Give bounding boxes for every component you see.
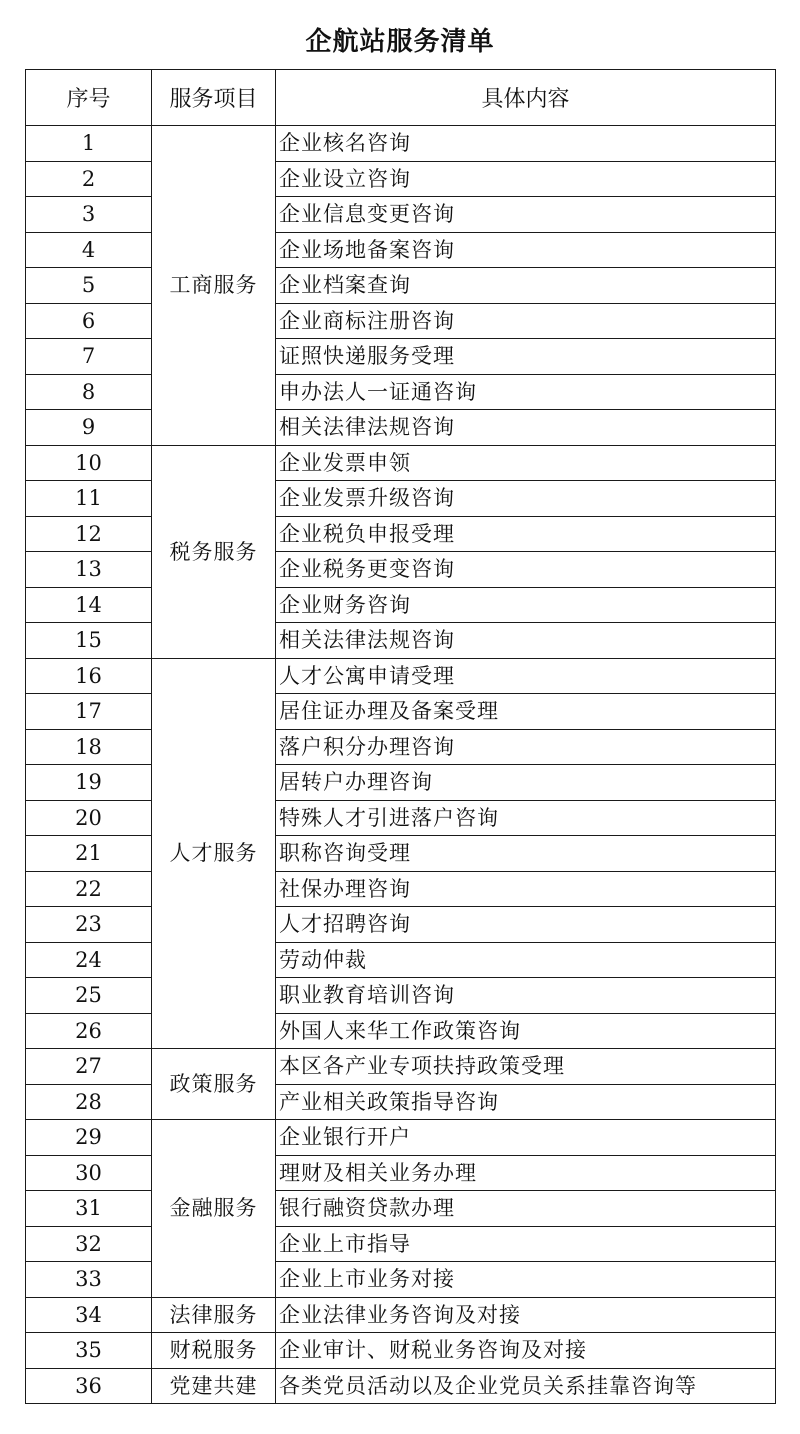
service-content: 人才公寓申请受理 <box>276 658 776 694</box>
table-row <box>26 694 776 730</box>
row-number: 20 <box>26 800 152 836</box>
row-number: 2 <box>26 161 152 197</box>
row-number: 5 <box>26 268 152 304</box>
row-number: 33 <box>26 1262 152 1298</box>
service-content: 相关法律法规咨询 <box>276 410 776 446</box>
table-row <box>26 1368 776 1404</box>
row-number: 26 <box>26 1013 152 1049</box>
service-content: 银行融资贷款办理 <box>276 1191 776 1227</box>
service-category: 法律服务 <box>152 1297 276 1333</box>
table-row <box>26 1262 776 1298</box>
row-number: 1 <box>26 126 152 162</box>
service-content: 居转户办理咨询 <box>276 765 776 801</box>
row-number: 17 <box>26 694 152 730</box>
service-category: 金融服务 <box>152 1120 276 1298</box>
table-row <box>26 481 776 517</box>
table-row <box>26 1084 776 1120</box>
table-row <box>26 623 776 659</box>
service-content: 企业银行开户 <box>276 1120 776 1156</box>
service-content: 企业税负申报受理 <box>276 516 776 552</box>
row-number: 22 <box>26 871 152 907</box>
table-row <box>26 1333 776 1369</box>
service-category: 财税服务 <box>152 1333 276 1369</box>
table-row <box>26 729 776 765</box>
row-number: 29 <box>26 1120 152 1156</box>
service-content: 职称咨询受理 <box>276 836 776 872</box>
table-row <box>26 445 776 481</box>
row-number: 34 <box>26 1297 152 1333</box>
table-row <box>26 410 776 446</box>
table-row <box>26 268 776 304</box>
table-row <box>26 126 776 162</box>
table-row <box>26 552 776 588</box>
row-number: 18 <box>26 729 152 765</box>
service-content: 证照快递服务受理 <box>276 339 776 375</box>
row-number: 7 <box>26 339 152 375</box>
table-header-row <box>26 70 776 126</box>
row-number: 10 <box>26 445 152 481</box>
table-row <box>26 1120 776 1156</box>
row-number: 15 <box>26 623 152 659</box>
row-number: 21 <box>26 836 152 872</box>
header-content: 具体内容 <box>276 70 776 126</box>
service-content: 外国人来华工作政策咨询 <box>276 1013 776 1049</box>
row-number: 27 <box>26 1049 152 1085</box>
service-category: 工商服务 <box>152 126 276 446</box>
row-number: 25 <box>26 978 152 1014</box>
row-number: 12 <box>26 516 152 552</box>
service-content: 企业档案查询 <box>276 268 776 304</box>
row-number: 28 <box>26 1084 152 1120</box>
page-title: 企航站服务清单 <box>305 27 495 57</box>
table-row <box>26 1226 776 1262</box>
table-row <box>26 836 776 872</box>
service-content: 企业上市指导 <box>276 1226 776 1262</box>
service-content: 企业场地备案咨询 <box>276 232 776 268</box>
service-content: 企业信息变更咨询 <box>276 197 776 233</box>
row-number: 30 <box>26 1155 152 1191</box>
service-content: 人才招聘咨询 <box>276 907 776 943</box>
row-number: 31 <box>26 1191 152 1227</box>
service-content: 企业商标注册咨询 <box>276 303 776 339</box>
table-row <box>26 1297 776 1333</box>
service-content: 本区各产业专项扶持政策受理 <box>276 1049 776 1085</box>
row-number: 11 <box>26 481 152 517</box>
row-number: 36 <box>26 1368 152 1404</box>
table-row <box>26 765 776 801</box>
header-no: 序号 <box>26 70 152 126</box>
row-number: 35 <box>26 1333 152 1369</box>
table-row <box>26 1013 776 1049</box>
header-category: 服务项目 <box>152 70 276 126</box>
service-content: 居住证办理及备案受理 <box>276 694 776 730</box>
service-content: 相关法律法规咨询 <box>276 623 776 659</box>
row-number: 6 <box>26 303 152 339</box>
row-number: 23 <box>26 907 152 943</box>
row-number: 32 <box>26 1226 152 1262</box>
table-body <box>26 126 776 1404</box>
row-number: 3 <box>26 197 152 233</box>
table-row <box>26 516 776 552</box>
service-category: 党建共建 <box>152 1368 276 1404</box>
service-content: 社保办理咨询 <box>276 871 776 907</box>
row-number: 9 <box>26 410 152 446</box>
service-category: 人才服务 <box>152 658 276 1049</box>
service-content: 企业财务咨询 <box>276 587 776 623</box>
table-row <box>26 339 776 375</box>
service-content: 企业发票申领 <box>276 445 776 481</box>
service-content: 企业核名咨询 <box>276 126 776 162</box>
row-number: 8 <box>26 374 152 410</box>
service-content: 产业相关政策指导咨询 <box>276 1084 776 1120</box>
service-list-table <box>25 69 776 1404</box>
service-content: 落户积分办理咨询 <box>276 729 776 765</box>
table-row <box>26 978 776 1014</box>
table-row <box>26 871 776 907</box>
table-row <box>26 197 776 233</box>
service-content: 企业法律业务咨询及对接 <box>276 1297 776 1333</box>
table-row <box>26 161 776 197</box>
table-row <box>26 1049 776 1085</box>
table-row <box>26 658 776 694</box>
service-content: 企业上市业务对接 <box>276 1262 776 1298</box>
service-category: 政策服务 <box>152 1049 276 1120</box>
row-number: 16 <box>26 658 152 694</box>
table-row <box>26 1155 776 1191</box>
row-number: 24 <box>26 942 152 978</box>
row-number: 14 <box>26 587 152 623</box>
service-content: 企业设立咨询 <box>276 161 776 197</box>
service-content: 各类党员活动以及企业党员关系挂靠咨询等 <box>276 1368 776 1404</box>
table-row <box>26 800 776 836</box>
service-content: 特殊人才引进落户咨询 <box>276 800 776 836</box>
service-content: 申办法人一证通咨询 <box>276 374 776 410</box>
table-row <box>26 907 776 943</box>
row-number: 13 <box>26 552 152 588</box>
service-content: 企业税务更变咨询 <box>276 552 776 588</box>
table-row <box>26 587 776 623</box>
service-content: 劳动仲裁 <box>276 942 776 978</box>
table-row <box>26 303 776 339</box>
service-content: 理财及相关业务办理 <box>276 1155 776 1191</box>
table-row <box>26 374 776 410</box>
service-content: 企业审计、财税业务咨询及对接 <box>276 1333 776 1369</box>
row-number: 4 <box>26 232 152 268</box>
table-row <box>26 232 776 268</box>
service-category: 税务服务 <box>152 445 276 658</box>
service-content: 职业教育培训咨询 <box>276 978 776 1014</box>
table-row <box>26 942 776 978</box>
service-content: 企业发票升级咨询 <box>276 481 776 517</box>
row-number: 19 <box>26 765 152 801</box>
table-row <box>26 1191 776 1227</box>
